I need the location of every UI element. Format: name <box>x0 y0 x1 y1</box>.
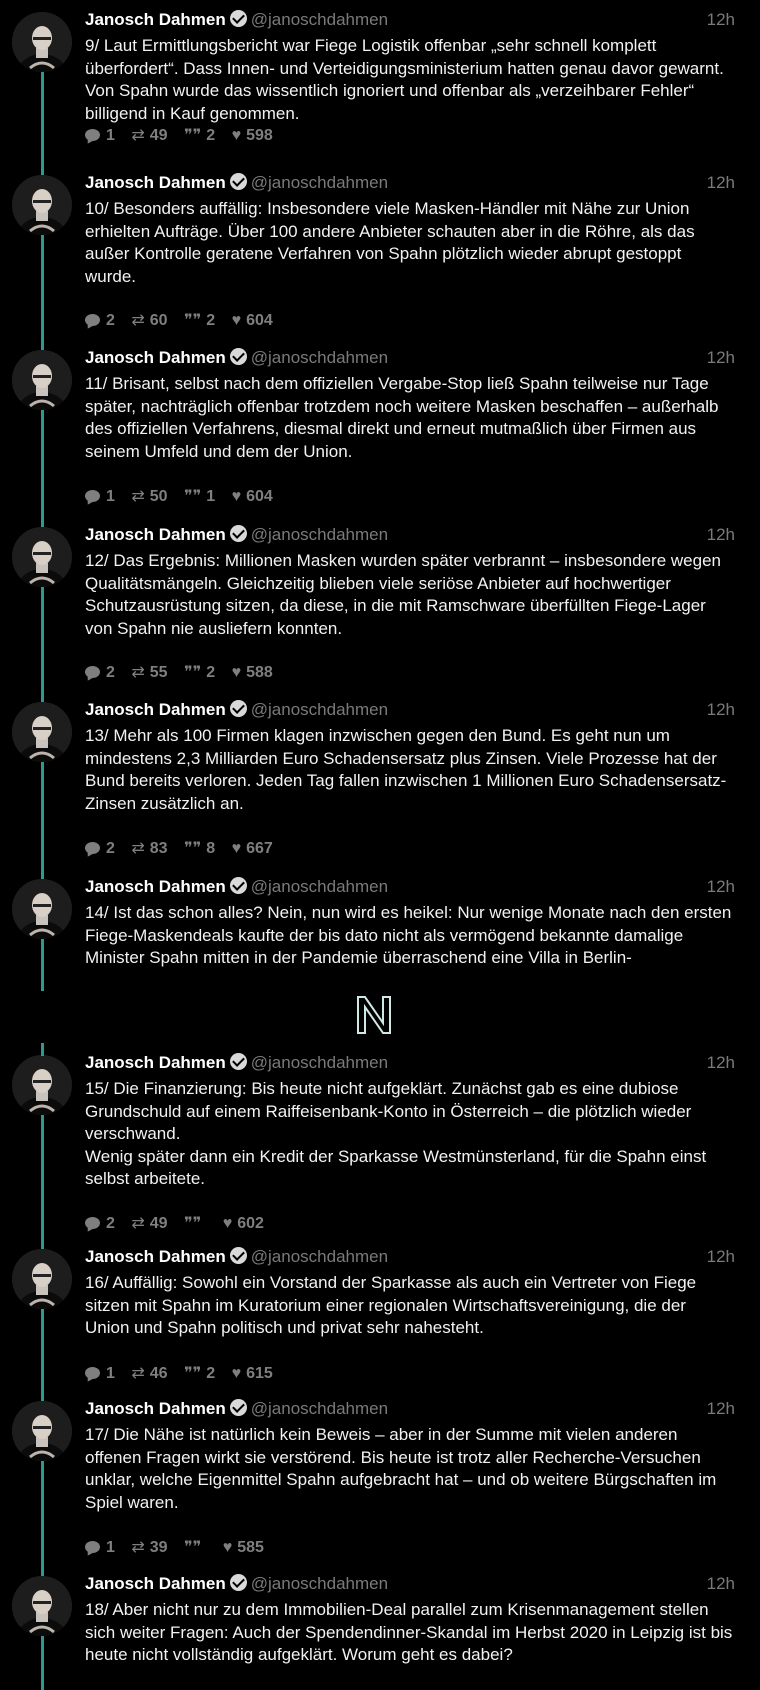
tweet-text: 16/ Auffällig: Sowohl ein Vorstand der Sparkasse als auch ein Vertreter von Fiege sitzen mit Spahn im Kuratorium einer regionalen Wirtschaftsvereinigung, die der Union und Spahn politisch und privat sehr nahesteht. <box>85 1273 697 1337</box>
author-name[interactable]: Janosch Dahmen <box>85 1574 226 1593</box>
tweet[interactable] <box>0 1043 760 1237</box>
reply-button[interactable] <box>85 1213 115 1235</box>
thread-line <box>41 515 44 527</box>
quote-button[interactable] <box>184 310 215 332</box>
retweet-icon: ⇄ <box>131 1539 145 1556</box>
quote-count: 8 <box>206 840 216 857</box>
tweet[interactable] <box>0 867 760 991</box>
avatar[interactable] <box>12 1055 72 1115</box>
tweet-header <box>85 1245 735 1269</box>
like-count: 615 <box>246 1365 273 1382</box>
tweet[interactable] <box>0 338 760 515</box>
verified-badge-icon <box>230 700 247 717</box>
avatar[interactable] <box>12 527 72 587</box>
author-handle[interactable]: @janoschdahmen <box>250 1399 389 1418</box>
retweet-icon: ⇄ <box>131 488 145 505</box>
heart-icon: ♥ <box>231 127 242 144</box>
tweet-text: 14/ Ist das schon alles? Nein, nun wird es heikel: Nur wenige Monate nach den ersten Fiege-Maskendeals kaufte der bis dato nicht als vermögend bekannte damalige Minister Spahn mitten in der Pandemie überraschend eine Villa in Berlin- <box>85 903 732 967</box>
like-count: 588 <box>246 664 273 681</box>
tweet-text: 9/ Laut Ermittlungsbericht war Fiege Logistik offenbar „sehr schnell komplett überfordert“. Dass Innen- und Verteidigungsministerium hatten genau davor gewarnt. Von Spahn wurde das wissentlich ignoriert und offenbar als „verzeihbarer Fehler“ billigend in Kauf genommen. <box>85 36 724 123</box>
reply-icon <box>85 1217 100 1229</box>
quote-icon: ❞❞ <box>184 127 202 144</box>
author-name[interactable]: Janosch Dahmen <box>85 1247 226 1266</box>
like-count: 604 <box>246 312 273 329</box>
thread-line <box>41 1309 44 1389</box>
tweet-header <box>85 346 735 370</box>
like-button[interactable] <box>232 662 273 684</box>
author-handle[interactable]: @janoschdahmen <box>250 10 389 29</box>
author-handle[interactable]: @janoschdahmen <box>250 1053 389 1072</box>
tweet-timestamp[interactable]: 12h <box>706 1399 735 1418</box>
verified-badge-icon <box>230 1053 247 1070</box>
avatar[interactable] <box>12 702 72 762</box>
tweet-text: 12/ Das Ergebnis: Millionen Masken wurden später verbrannt – insbesondere wegen Qualitätsmängeln. Gleichzeitig blieben viele seriöse Anbieter auf hochwertiger Schutzausrüstung sitzen, da diese, in die mit Ramschware überfüllten Fiege-Lager von Spahn nie ausliefern konnten. <box>85 551 721 638</box>
quote-count: 1 <box>206 488 216 505</box>
tweet-text: 13/ Mehr als 100 Firmen klagen inzwischen gegen den Bund. Es geht nun um mindestens 2,3 Milliarden Euro Schadensersatz plus Zinsen. Viele Prozesse hat der Bund bereits verloren. Jeden Tag fallen inzwischen 1 Millionen Euro Schadensersatz-Zinsen zusätzlich an. <box>85 726 727 813</box>
like-count: 602 <box>237 1215 264 1232</box>
tweet[interactable] <box>0 163 760 338</box>
reply-count: 1 <box>106 127 115 144</box>
thread-line <box>41 1115 44 1237</box>
tweet-timestamp[interactable]: 12h <box>706 1574 735 1593</box>
thread-line <box>41 1237 44 1249</box>
verified-badge-icon <box>230 525 247 542</box>
reply-icon <box>85 842 100 854</box>
like-count: 585 <box>237 1539 264 1556</box>
thread-line <box>41 1564 44 1576</box>
reply-icon <box>85 1367 100 1379</box>
thread-line <box>41 72 44 163</box>
reply-button[interactable] <box>85 125 115 147</box>
thread-line <box>41 1389 44 1401</box>
like-button[interactable] <box>232 310 273 332</box>
thread-line <box>41 1636 44 1690</box>
tweet-timestamp[interactable]: 12h <box>706 348 735 367</box>
tweet[interactable] <box>0 1564 760 1690</box>
tweet-header <box>85 171 735 195</box>
tweet-actions <box>85 1213 276 1235</box>
tweet-actions <box>85 1537 276 1559</box>
tweet-timestamp[interactable]: 12h <box>706 1053 735 1072</box>
tweet-header <box>85 523 735 547</box>
thread-line <box>41 690 44 702</box>
verified-badge-icon <box>230 1247 247 1264</box>
retweet-button[interactable] <box>131 1363 167 1385</box>
quote-icon: ❞❞ <box>184 840 202 857</box>
tweet-text: 10/ Besonders auffällig: Insbesondere viele Masken-Händler mit Nähe zur Union erhielten Aufträge. Über 100 andere Anbieter schauten aber in die Röhre, als das außer Kontrolle geratene Verfahren von Spahn plötzlich wieder abrupt gestoppt wurde. <box>85 199 695 286</box>
author-handle[interactable]: @janoschdahmen <box>250 348 389 367</box>
quote-icon: ❞❞ <box>184 312 202 329</box>
retweet-count: 49 <box>149 127 168 144</box>
tweet[interactable] <box>0 1237 760 1389</box>
verified-badge-icon <box>230 173 247 190</box>
retweet-count: 83 <box>149 840 168 857</box>
reply-count: 2 <box>106 840 115 857</box>
author-name[interactable]: Janosch Dahmen <box>85 173 226 192</box>
avatar[interactable] <box>12 175 72 235</box>
like-count: 667 <box>246 840 273 857</box>
quote-count: 2 <box>206 312 216 329</box>
like-button[interactable] <box>232 125 273 147</box>
reply-icon <box>85 1541 100 1553</box>
quote-count: 2 <box>206 127 216 144</box>
tweet[interactable] <box>0 0 760 163</box>
retweet-icon: ⇄ <box>131 664 145 681</box>
reply-button[interactable] <box>85 838 115 860</box>
retweet-count: 55 <box>149 664 168 681</box>
quote-button[interactable] <box>184 486 215 508</box>
tweet-actions <box>85 486 285 508</box>
thread-line <box>41 762 44 867</box>
reply-count: 1 <box>106 488 115 505</box>
author-name[interactable]: Janosch Dahmen <box>85 1053 226 1072</box>
like-button[interactable] <box>223 1213 264 1235</box>
reply-count: 2 <box>106 312 115 329</box>
retweet-button[interactable] <box>131 125 167 147</box>
reply-icon <box>85 129 100 141</box>
tweet-timestamp[interactable]: 12h <box>706 700 735 719</box>
reply-button[interactable] <box>85 486 115 508</box>
tweet-text: 15/ Die Finanzierung: Bis heute nicht aufgeklärt. Zunächst gab es eine dubiose Grundschuld auf einem Raiffeisenbank-Konto in Österreich – die plötzlich wieder verschwand. Wenig später dann ein Kredit der Sparkasse Westmünsterland, für die Spahn einst selbst arbeitete. <box>85 1079 707 1188</box>
verified-badge-icon <box>230 877 247 894</box>
reply-icon <box>85 490 100 502</box>
author-name[interactable]: Janosch Dahmen <box>85 1399 226 1418</box>
quote-button[interactable] <box>184 125 215 147</box>
avatar[interactable] <box>12 1401 72 1461</box>
quote-count: 2 <box>206 664 216 681</box>
retweet-icon: ⇄ <box>131 312 145 329</box>
retweet-count: 50 <box>149 488 168 505</box>
author-name[interactable]: Janosch Dahmen <box>85 348 226 367</box>
thread-line <box>41 410 44 515</box>
author-handle[interactable]: @janoschdahmen <box>250 700 389 719</box>
heart-icon: ♥ <box>231 488 242 505</box>
thread-line <box>41 163 44 175</box>
heart-icon: ♥ <box>231 840 242 857</box>
quote-icon: ❞❞ <box>184 1215 202 1232</box>
quote-button[interactable] <box>184 1537 206 1559</box>
like-button[interactable] <box>232 1363 273 1385</box>
quote-icon: ❞❞ <box>184 664 202 681</box>
author-name[interactable]: Janosch Dahmen <box>85 525 226 544</box>
tweet-timestamp[interactable]: 12h <box>706 1247 735 1266</box>
author-name[interactable]: Janosch Dahmen <box>85 700 226 719</box>
thread-line <box>41 587 44 690</box>
author-handle[interactable]: @janoschdahmen <box>250 173 389 192</box>
heart-icon: ♥ <box>231 1365 242 1382</box>
quote-icon: ❞❞ <box>184 1539 202 1556</box>
retweet-count: 46 <box>149 1365 168 1382</box>
reply-count: 2 <box>106 1215 115 1232</box>
reply-count: 1 <box>106 1539 115 1556</box>
tweet-text: 11/ Brisant, selbst nach dem offiziellen Vergabe-Stop ließ Spahn teilweise nur Tage später, nachträglich offenbar trotzdem noch weitere Masken beschaffen – außerhalb des offiziellen Verfahrens, diesmal direkt und erneut mutmaßlich über Firmen aus seinem Umfeld und dem der Union. <box>85 374 719 461</box>
tweet-text: 17/ Die Nähe ist natürlich kein Beweis – aber in der Summe mit vielen anderen offenen Fragen wirkt sie verstörend. Bis heute ist trotz aller Recherche-Versuchen unklar, welche Eigenmittel Spahn aufgebracht hat – und ob weitere Bürgschaften im Spiel waren. <box>85 1425 717 1512</box>
retweet-button[interactable] <box>131 486 167 508</box>
like-count: 598 <box>246 127 273 144</box>
avatar[interactable] <box>12 12 72 72</box>
avatar[interactable] <box>12 879 72 939</box>
author-handle[interactable]: @janoschdahmen <box>250 877 389 896</box>
tweet[interactable] <box>0 690 760 867</box>
verified-badge-icon <box>230 1574 247 1591</box>
tweet-timestamp[interactable]: 12h <box>706 877 735 896</box>
heart-icon: ♥ <box>222 1539 233 1556</box>
reply-icon <box>85 314 100 326</box>
verified-badge-icon <box>230 1399 247 1416</box>
author-name[interactable]: Janosch Dahmen <box>85 877 226 896</box>
reply-button[interactable] <box>85 1363 115 1385</box>
thread-line <box>41 1048 44 1056</box>
reply-icon <box>85 666 100 678</box>
tweet-header <box>85 8 735 32</box>
tweet[interactable] <box>0 1389 760 1564</box>
reply-button[interactable] <box>85 310 115 332</box>
avatar[interactable] <box>12 350 72 410</box>
author-handle[interactable]: @janoschdahmen <box>250 525 389 544</box>
author-handle[interactable]: @janoschdahmen <box>250 1247 389 1266</box>
retweet-count: 39 <box>149 1539 168 1556</box>
thread-line <box>41 867 44 879</box>
tweet-header <box>85 1397 735 1421</box>
heart-icon: ♥ <box>231 664 242 681</box>
tweet-header <box>85 875 735 899</box>
author-handle[interactable]: @janoschdahmen <box>250 1574 389 1593</box>
quote-button[interactable] <box>184 1363 215 1385</box>
thread-line <box>41 939 44 991</box>
tweet-timestamp[interactable]: 12h <box>706 525 735 544</box>
thread-line <box>41 338 44 350</box>
tweet-timestamp[interactable]: 12h <box>706 10 735 29</box>
thread-line <box>41 1461 44 1564</box>
tweet-actions <box>85 838 285 860</box>
retweet-icon: ⇄ <box>131 840 145 857</box>
retweet-button[interactable] <box>131 838 167 860</box>
tweet-actions <box>85 662 285 684</box>
tweet-header <box>85 1051 735 1075</box>
tweet-actions <box>85 1363 285 1385</box>
quote-icon: ❞❞ <box>184 488 202 505</box>
thread-line <box>41 235 44 338</box>
quote-button[interactable] <box>184 838 215 860</box>
heart-icon: ♥ <box>231 312 242 329</box>
verified-badge-icon <box>230 348 247 365</box>
retweet-count: 49 <box>149 1215 168 1232</box>
tweet-actions <box>85 125 285 147</box>
verified-badge-icon <box>230 10 247 27</box>
quote-count: 2 <box>206 1365 216 1382</box>
author-name[interactable]: Janosch Dahmen <box>85 10 226 29</box>
retweet-icon: ⇄ <box>131 1365 145 1382</box>
tweet[interactable] <box>0 515 760 690</box>
like-button[interactable] <box>232 838 273 860</box>
like-button[interactable] <box>232 486 273 508</box>
avatar[interactable] <box>12 1576 72 1636</box>
retweet-button[interactable] <box>131 662 167 684</box>
like-count: 604 <box>246 488 273 505</box>
retweet-count: 60 <box>149 312 168 329</box>
tweet-header <box>85 1572 735 1596</box>
retweet-icon: ⇄ <box>131 1215 145 1232</box>
retweet-icon: ⇄ <box>131 127 145 144</box>
tweet-actions <box>85 310 285 332</box>
reply-button[interactable] <box>85 1537 115 1559</box>
reply-count: 1 <box>106 1365 115 1382</box>
quote-icon: ❞❞ <box>184 1365 202 1382</box>
retweet-button[interactable] <box>131 1537 167 1559</box>
reply-button[interactable] <box>85 662 115 684</box>
reply-count: 2 <box>106 664 115 681</box>
quote-button[interactable] <box>184 662 215 684</box>
like-button[interactable] <box>223 1537 264 1559</box>
retweet-button[interactable] <box>131 1213 167 1235</box>
tweet-header <box>85 698 735 722</box>
heart-icon: ♥ <box>222 1215 233 1232</box>
tweet-timestamp[interactable]: 12h <box>706 173 735 192</box>
avatar[interactable] <box>12 1249 72 1309</box>
quote-button[interactable] <box>184 1213 206 1235</box>
brand-logo-n-icon <box>352 993 396 1037</box>
retweet-button[interactable] <box>131 310 167 332</box>
tweet-text: 18/ Aber nicht nur zu dem Immobilien-Deal parallel zum Krisenmanagement stellen sich weiter Fragen: Auch der Spendendinner-Skandal im Herbst 2020 in Leipzig ist bis heute nicht vollständig aufgeklärt. Worum geht es dabei? <box>85 1600 733 1664</box>
